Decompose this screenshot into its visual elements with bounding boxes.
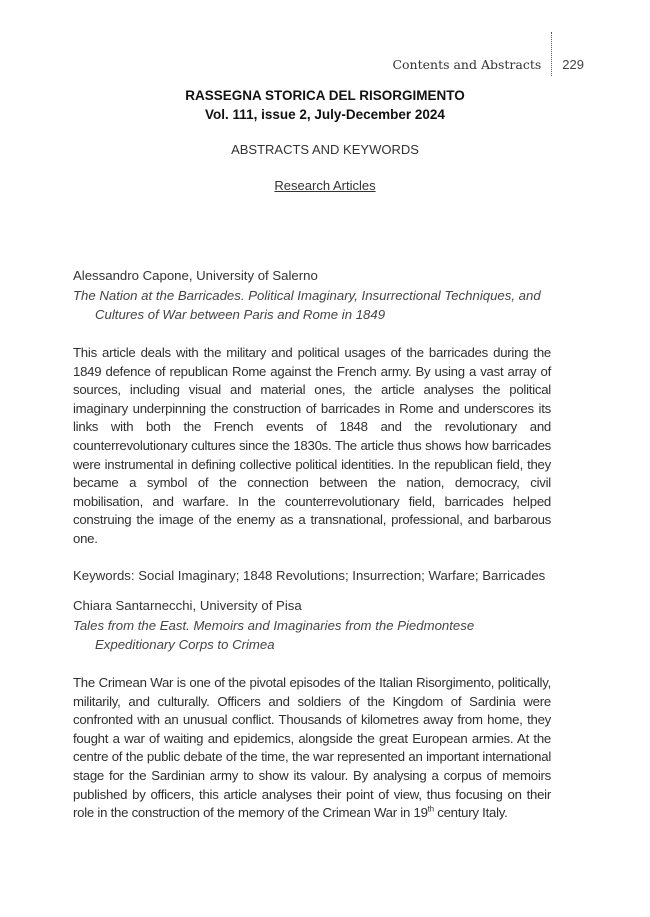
century-number: 19 [413,805,428,821]
article-abstract: This article deals with the military and political usages of the barricades during the 1849 defence of republican Rome against the French army. By using a vast array of sources, including visual and material ones, the article analyses the political imaginary underpinning the construction of barricades in Rome and underscores its links with both the French events of 1848 and the revolutionary and counterrevolutionary cultures since the 1830s. The article thus shows how barricades were instrumental in defining collective political identities. In the republican field, they became a symbol of the connection between the nation, democracy, civil mobilisation, and warfare. In the counterrevolutionary field, barricades helped construing the image of the enemy as a transnational, professional, and barbarous one. [73,345,551,546]
article-author: Chiara Santarnecchi, University of Pisa [73,598,302,613]
abstract-text: The Crimean War is one of the pivotal episodes of the Italian Risorgimento, politically, militarily, and culturally. Officers and soldiers of the Kingdom of Sardinia were confronted with an unusual conflict. Thousands of kilometres away from home, they fought a war of waiting and epidemics, alongside the great European armies. At the centre of the public debate of the time, the war represented an important international stage for the Sardinian army to show its valour. By analysing a corpus of memoirs published by officers, this article analyses their point of view, thus focusing on their role in the construction of the memory of the Crimean War in [73,675,551,821]
abstracts-heading: ABSTRACTS AND KEYWORDS [231,142,419,157]
page-number: 229 [562,56,584,72]
article-entry [73,596,551,823]
article-entry [73,266,551,585]
article-title: The Nation at the Barricades. Political Imaginary, Insurrectional Techniques, and Cultures of War between Paris and Rome in 1849 [73,288,541,322]
article-author: Alessandro Capone, University of Salerno [73,268,318,283]
article-title: Tales from the East. Memoirs and Imaginaries from the Piedmontese Expeditionary Corps to Crimea [73,618,475,652]
ordinal-suffix: th [427,804,434,814]
journal-name: RASSEGNA STORICA DEL RISORGIMENTO [185,88,465,103]
journal-volume: Vol. 111, issue 2, July-December 2024 [205,107,445,122]
section-heading: Research Articles [274,178,376,193]
article-abstract [73,674,551,823]
running-head: Contents and Abstracts [392,56,542,72]
journal-title-block [0,86,650,124]
page-header [392,52,584,76]
abstract-end: century Italy. [433,805,508,821]
article-keywords: Keywords: Social Imaginary; 1848 Revolutions; Insurrection; Warfare; Barricades [73,567,546,583]
